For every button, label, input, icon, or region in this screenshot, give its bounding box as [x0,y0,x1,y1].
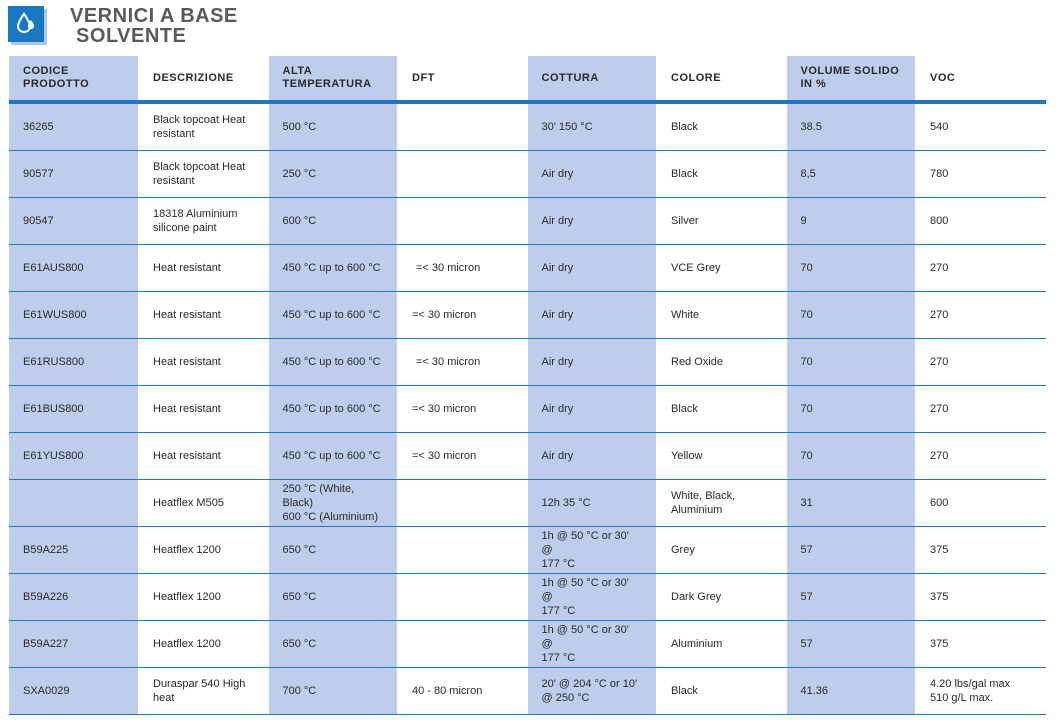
cell-descrizione: Heatflex 1200 [139,527,269,574]
cell-codice-prodotto: E61YUS800 [9,433,139,480]
cell-codice-prodotto: SXA0029 [9,668,139,715]
header-dft: DFT [398,56,528,102]
header-voc: VOC [916,56,1046,102]
cell-colore: Yellow [657,433,787,480]
cell-volume-solido: 57 [786,621,916,668]
cell-voc: 375 [916,527,1046,574]
cell-codice-prodotto: E61AUS800 [9,245,139,292]
cell-dft: =< 30 micron [398,386,528,433]
cell-codice-prodotto: 90577 [9,151,139,198]
cell-colore: Black [657,102,787,151]
cell-cottura: Air dry [527,433,657,480]
cell-dft [398,574,528,621]
cell-volume-solido: 9 [786,198,916,245]
cell-alta-temperatura: 450 °C up to 600 °C [268,292,398,339]
cell-descrizione: 18318 Aluminium silicone paint [139,198,269,245]
cell-descrizione: Heat resistant [139,433,269,480]
cell-voc: 780 [916,151,1046,198]
cell-dft [398,480,528,527]
cell-codice-prodotto: 90547 [9,198,139,245]
cell-cottura: Air dry [527,151,657,198]
cell-volume-solido: 70 [786,433,916,480]
cell-colore: Red Oxide [657,339,787,386]
cell-codice-prodotto: 36265 [9,102,139,151]
header [0,0,1060,50]
water-drop-icon [15,12,37,36]
cell-volume-solido: 31 [786,480,916,527]
cell-volume-solido: 70 [786,245,916,292]
cell-volume-solido: 70 [786,292,916,339]
cell-cottura: 12h 35 °C [527,480,657,527]
cell-volume-solido: 41.36 [786,668,916,715]
cell-descrizione: Heat resistant [139,245,269,292]
table-row [9,433,1045,480]
table-row [9,386,1045,433]
table-row [9,245,1045,292]
cell-codice-prodotto: B59A225 [9,527,139,574]
header-volume-solido: VOLUME SOLIDO IN % [786,56,916,102]
cell-dft [398,151,528,198]
cell-dft: =< 30 micron [398,433,528,480]
cell-alta-temperatura: 650 °C [268,527,398,574]
table-row [9,621,1045,668]
table-header-row [9,56,1045,102]
cell-colore: Black [657,386,787,433]
cell-cottura: 1h @ 50 °C or 30' @ 177 °C [527,527,657,574]
cell-voc: 270 [916,245,1046,292]
cell-volume-solido: 38.5 [786,102,916,151]
cell-voc: 270 [916,292,1046,339]
cell-descrizione: Heat resistant [139,386,269,433]
cell-colore: Black [657,668,787,715]
cell-alta-temperatura: 450 °C up to 600 °C [268,339,398,386]
cell-descrizione: Heat resistant [139,339,269,386]
cell-colore: Black [657,151,787,198]
cell-dft: 40 - 80 micron [398,668,528,715]
cell-dft [398,621,528,668]
cell-descrizione: Black topcoat Heat resistant [139,151,269,198]
cell-voc: 800 [916,198,1046,245]
cell-cottura: Air dry [527,339,657,386]
cell-colore: Grey [657,527,787,574]
logo [8,6,44,42]
cell-descrizione: Black topcoat Heat resistant [139,102,269,151]
cell-colore: White [657,292,787,339]
cell-colore: Aluminium [657,621,787,668]
cell-alta-temperatura: 700 °C [268,668,398,715]
cell-colore: VCE Grey [657,245,787,292]
cell-voc: 4.20 lbs/gal max 510 g/L max. [916,668,1046,715]
header-codice-prodotto: CODICE PRODOTTO [9,56,139,102]
table-body [9,102,1045,715]
cell-dft [398,527,528,574]
cell-voc: 600 [916,480,1046,527]
cell-descrizione: Heatflex 1200 [139,574,269,621]
cell-descrizione: Heatflex 1200 [139,621,269,668]
table-row [9,574,1045,621]
cell-cottura: 20' @ 204 °C or 10' @ 250 °C [527,668,657,715]
cell-volume-solido: 57 [786,574,916,621]
cell-descrizione: Heat resistant [139,292,269,339]
cell-codice-prodotto: B59A227 [9,621,139,668]
header-descrizione: DESCRIZIONE [139,56,269,102]
page-title: VERNICI A BASE SOLVENTE [70,5,238,47]
header-cottura: COTTURA [527,56,657,102]
table-row [9,198,1045,245]
cell-alta-temperatura: 500 °C [268,102,398,151]
table-row [9,339,1045,386]
cell-codice-prodotto: E61RUS800 [9,339,139,386]
cell-alta-temperatura: 450 °C up to 600 °C [268,245,398,292]
cell-voc: 270 [916,386,1046,433]
product-table [9,56,1045,715]
cell-dft: =< 30 micron [398,245,528,292]
cell-volume-solido: 70 [786,339,916,386]
cell-dft [398,102,528,151]
cell-voc: 375 [916,621,1046,668]
cell-codice-prodotto [9,480,139,527]
cell-voc: 270 [916,339,1046,386]
table-row [9,102,1045,151]
cell-alta-temperatura: 450 °C up to 600 °C [268,433,398,480]
table-row [9,151,1045,198]
cell-dft [398,198,528,245]
cell-codice-prodotto: E61BUS800 [9,386,139,433]
table-row [9,292,1045,339]
cell-cottura: Air dry [527,198,657,245]
header-colore: COLORE [657,56,787,102]
cell-colore: White, Black, Aluminium [657,480,787,527]
cell-dft: =< 30 micron [398,292,528,339]
cell-colore: Dark Grey [657,574,787,621]
table-row [9,527,1045,574]
cell-voc: 375 [916,574,1046,621]
cell-codice-prodotto: B59A226 [9,574,139,621]
cell-cottura: Air dry [527,292,657,339]
table-row [9,668,1045,715]
cell-dft: =< 30 micron [398,339,528,386]
cell-volume-solido: 70 [786,386,916,433]
table-row [9,480,1045,527]
cell-cottura: 1h @ 50 °C or 30' @ 177 °C [527,574,657,621]
cell-cottura: 1h @ 50 °C or 30' @ 177 °C [527,621,657,668]
cell-alta-temperatura: 600 °C [268,198,398,245]
cell-alta-temperatura: 250 °C [268,151,398,198]
cell-alta-temperatura: 650 °C [268,621,398,668]
cell-alta-temperatura: 450 °C up to 600 °C [268,386,398,433]
cell-cottura: Air dry [527,245,657,292]
cell-descrizione: Heatflex M505 [139,480,269,527]
cell-colore: Silver [657,198,787,245]
header-alta-temperatura: ALTA TEMPERATURA [268,56,398,102]
cell-cottura: Air dry [527,386,657,433]
cell-voc: 540 [916,102,1046,151]
cell-volume-solido: 8,5 [786,151,916,198]
cell-descrizione: Duraspar 540 High heat [139,668,269,715]
cell-alta-temperatura: 650 °C [268,574,398,621]
cell-cottura: 30' 150 °C [527,102,657,151]
cell-codice-prodotto: E61WUS800 [9,292,139,339]
cell-volume-solido: 57 [786,527,916,574]
cell-voc: 270 [916,433,1046,480]
cell-alta-temperatura: 250 °C (White, Black) 600 °C (Aluminium) [268,480,398,527]
